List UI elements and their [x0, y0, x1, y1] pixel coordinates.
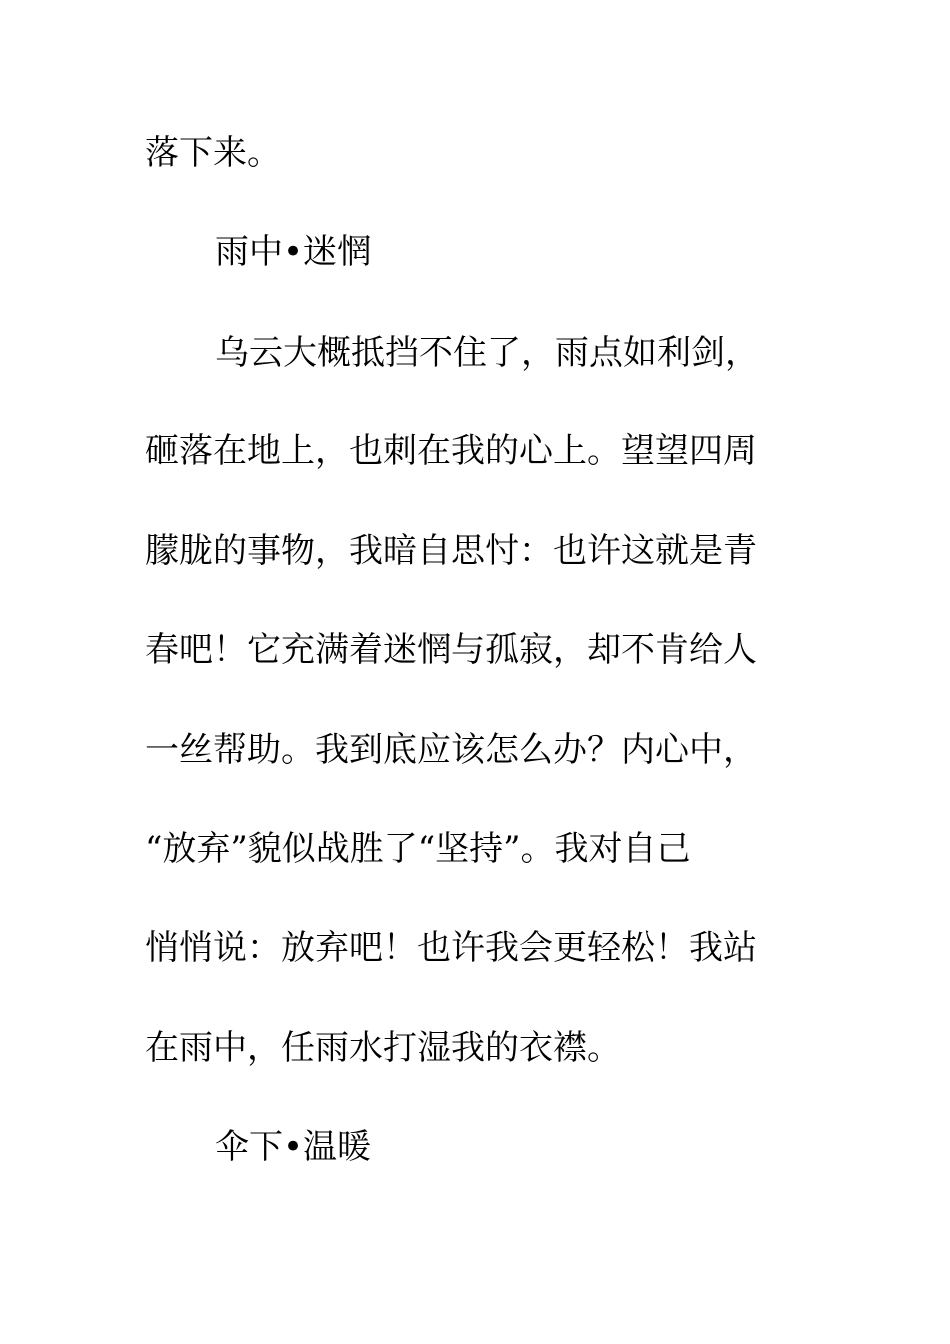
paragraph-line: 悄悄说：放弃吧！也许我会更轻松！我站: [145, 928, 757, 968]
paragraph-line: “放弃”貌似战胜了“坚持”。我对自己: [145, 829, 691, 869]
section-heading: 雨中•迷惘: [215, 232, 372, 272]
paragraph-line: 乌云大概抵挡不住了，雨点如利剑，: [215, 333, 759, 373]
paragraph-line: 一丝帮助。我到底应该怎么办？内心中，: [145, 730, 757, 770]
paragraph-line: 砸落在地上，也刺在我的心上。望望四周: [145, 431, 757, 471]
paragraph-line: 春吧！它充满着迷惘与孤寂，却不肯给人: [145, 630, 757, 670]
paragraph-line: 在雨中，任雨水打湿我的衣襟。: [145, 1028, 621, 1068]
paragraph-line: 朦胧的事物，我暗自思忖：也许这就是青: [145, 531, 757, 571]
paragraph-line: 落下来。: [145, 133, 281, 173]
section-heading: 伞下•温暖: [215, 1127, 372, 1167]
